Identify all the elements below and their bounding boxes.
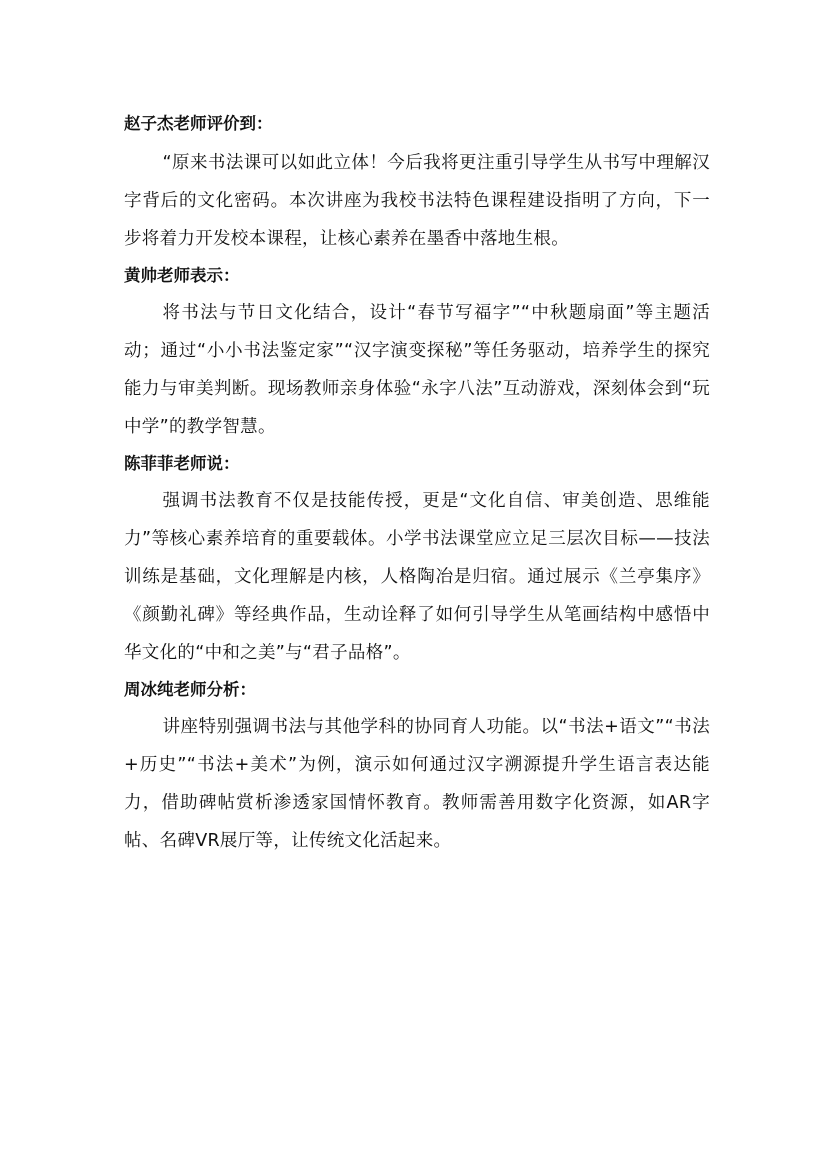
document-body — [124, 106, 710, 860]
comment-paragraph: 将书法与节日文化结合，设计“春节写福字”“中秋题扇面”等主题活动；通过“小小书法鉴定家”“汉字演变探秘”等任务驱动，培养学生的探究能力与审美判断。现场教师亲身体验“永字八法”互动游戏，深刻体会到“玩中学”的教学智慧。 — [124, 303, 710, 437]
comment-section-zhao — [124, 106, 710, 258]
comment-paragraph: “原来书法课可以如此立体！今后我将更注重引导学生从书写中理解汉字背后的文化密码。本次讲座为我校书法特色课程建设指明了方向，下一步将着力开发校本课程，让核心素养在墨香中落地生根。 — [124, 153, 710, 249]
comment-section-chen — [124, 446, 710, 672]
comment-section-huang — [124, 258, 710, 446]
comment-heading: 赵子杰老师评价到： — [124, 114, 273, 133]
comment-heading: 黄帅老师表示： — [124, 266, 240, 285]
comment-paragraph: 强调书法教育不仅是技能传授，更是“文化自信、审美创造、思维能力”等核心素养培育的重要载体。小学书法课堂应立足三层次目标——技法训练是基础，文化理解是内核，人格陶冶是归宿。通过展示《兰亭集序》《颜勤礼碑》等经典作品，生动诠释了如何引导学生从笔画结构中感悟中华文化的“中和之美”与“君子品格”。 — [124, 491, 710, 663]
comment-heading: 周冰纯老师分析： — [124, 680, 256, 699]
comment-paragraph: 讲座特别强调书法与其他学科的协同育人功能。以“书法+语文”“书法+历史”“书法+美术”为例，演示如何通过汉字溯源提升学生语言表达能力，借助碑帖赏析渗透家国情怀教育。教师需善用数字化资源，如AR字帖、名碑VR展厅等，让传统文化活起来。 — [124, 717, 710, 851]
comment-heading: 陈菲菲老师说： — [124, 454, 240, 473]
comment-section-zhou — [124, 672, 710, 860]
